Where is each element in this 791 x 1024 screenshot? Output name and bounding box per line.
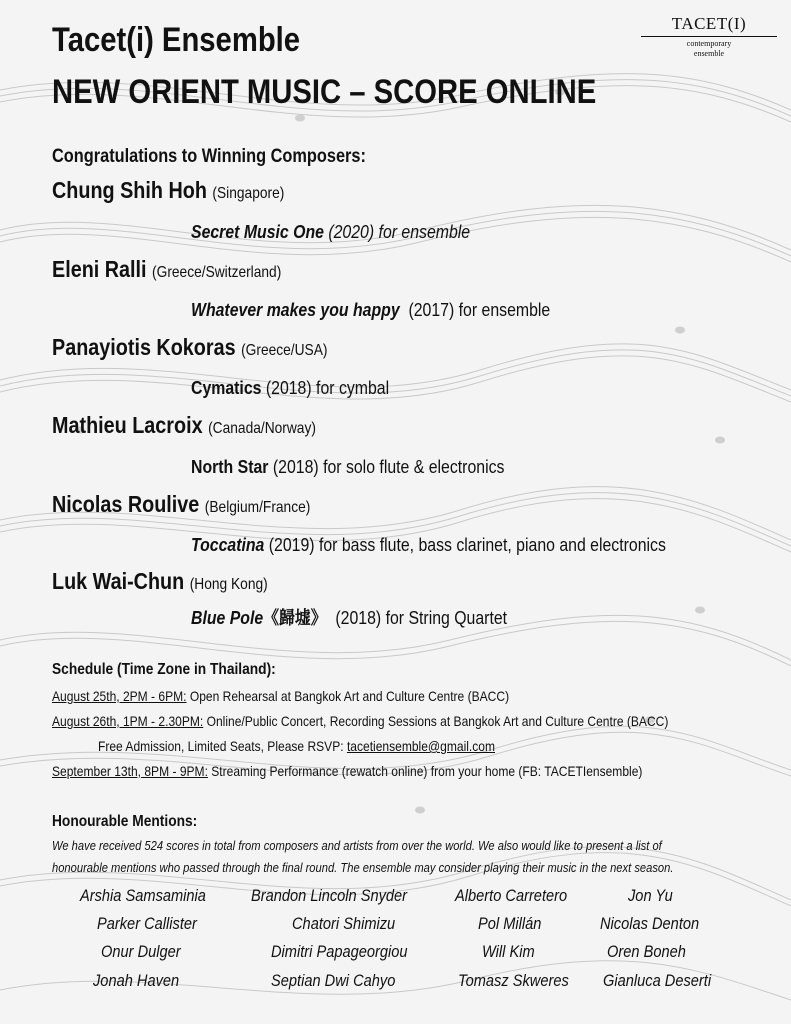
mention-name: Tomasz Skweres [458, 971, 569, 990]
composer-name: Nicolas Roulive [52, 491, 200, 517]
logo-title: TACET(I) [671, 14, 747, 33]
work-entry [191, 376, 416, 400]
schedule-date: August 26th, 1PM - 2.30PM: [52, 713, 204, 729]
schedule-item [52, 711, 769, 731]
schedule-date: August 25th, 2PM - 6PM: [52, 688, 187, 704]
work-year: (2018) [265, 378, 312, 398]
admission-note [98, 736, 560, 756]
mention-name: Jon Yu [628, 886, 673, 905]
composer-entry [52, 333, 372, 365]
composer-entry [52, 255, 319, 287]
mention-name: Oren Boneh [607, 942, 686, 961]
work-year: (2017) [408, 300, 455, 320]
mention-name: Pol Millán [478, 914, 542, 933]
composer-entry [52, 176, 322, 208]
composer-country: (Canada/Norway) [208, 420, 316, 437]
work-entry [191, 606, 550, 630]
schedule-description: Streaming Performance (rewatch online) from your home (FB: TACETIensemble) [207, 763, 643, 779]
composer-country: (Belgium/France) [204, 499, 311, 516]
composer-entry [52, 490, 352, 522]
work-entry [191, 533, 731, 557]
work-title: Cymatics [191, 378, 262, 398]
work-instrumentation: for ensemble [378, 222, 471, 242]
congratulations-heading: Congratulations to Winning Composers: [52, 146, 366, 167]
mention-name: Jonah Haven [93, 971, 180, 990]
composer-name: Mathieu Lacroix [52, 412, 203, 438]
mention-name: Gianluca Deserti [603, 971, 712, 990]
composer-name: Eleni Ralli [52, 256, 147, 282]
mention-name: Brandon Lincoln Snyder [251, 886, 408, 905]
event-title: NEW ORIENT MUSIC – SCORE ONLINE [52, 73, 597, 111]
honourable-intro-line-1: We have received 524 scores in total from composers and artists from over the world. We also would like to present a list of [52, 838, 662, 853]
composer-entry [52, 567, 303, 599]
mention-name: Septian Dwi Cahyo [271, 971, 396, 990]
honourable-mentions-heading: Honourable Mentions: [52, 813, 198, 830]
work-year: (2019) [268, 535, 315, 555]
composer-country: (Singapore) [212, 185, 285, 202]
work-title: Toccatina [191, 535, 265, 555]
schedule-item [52, 761, 739, 781]
composer-name: Luk Wai-Chun [52, 568, 185, 594]
composer-entry [52, 411, 359, 443]
work-year: (2018) [272, 457, 319, 477]
work-instrumentation: for cymbal [316, 378, 390, 398]
logo-subtitle-2: ensemble [693, 49, 725, 58]
mention-name: Will Kim [482, 942, 535, 961]
schedule-item [52, 686, 583, 706]
ensemble-title: Tacet(i) Ensemble [52, 21, 301, 59]
work-entry [191, 298, 599, 322]
mention-name: Onur Dulger [101, 942, 181, 961]
work-instrumentation: for solo flute & electronics [323, 457, 505, 477]
composer-country: (Hong Kong) [189, 576, 268, 593]
schedule-description: Open Rehearsal at Bangkok Art and Culture Centre (BACC) [186, 688, 510, 704]
honourable-intro-line-2: honourable mentions who passed through the final round. The ensemble may consider playing their music in the next season. [52, 860, 674, 875]
work-year: (2018) [335, 608, 382, 628]
work-instrumentation: for bass flute, bass clarinet, piano and electronics [318, 535, 666, 555]
mention-name: Dimitri Papageorgiou [271, 942, 408, 961]
work-title-cjk: 《歸墟》 [263, 608, 327, 628]
work-instrumentation: for String Quartet [385, 608, 508, 628]
composer-name: Chung Shih Hoh [52, 177, 207, 203]
composer-name: Panayiotis Kokoras [52, 334, 236, 360]
tacet-logo [641, 14, 777, 59]
mention-name: Parker Callister [97, 914, 197, 933]
work-title: Secret Music One [191, 222, 324, 242]
work-year: (2020) [328, 222, 375, 242]
schedule-date: September 13th, 8PM - 9PM: [52, 763, 208, 779]
mention-name: Chatori Shimizu [292, 914, 396, 933]
mention-name: Arshia Samsaminia [80, 886, 206, 905]
logo-rule [641, 36, 777, 37]
rsvp-email-link[interactable]: tacetiensemble@gmail.com [346, 738, 496, 754]
work-entry [191, 220, 508, 244]
composer-country: (Greece/USA) [241, 342, 328, 359]
work-title: Blue Pole [191, 608, 264, 628]
work-title: Whatever makes you happy [191, 300, 400, 320]
logo-subtitle-1: contemporary [686, 39, 732, 48]
work-instrumentation: for ensemble [458, 300, 551, 320]
work-entry [191, 455, 547, 479]
mention-name: Nicolas Denton [600, 914, 700, 933]
composer-country: (Greece/Switzerland) [152, 264, 282, 281]
work-title: North Star [191, 457, 269, 477]
admission-text: Free Admission, Limited Seats, Please RSVP: [98, 738, 347, 754]
schedule-heading: Schedule (Time Zone in Thailand): [52, 661, 276, 678]
schedule-description: Online/Public Concert, Recording Sessions at Bangkok Art and Culture Centre (BACC) [203, 713, 669, 729]
mention-name: Alberto Carretero [455, 886, 568, 905]
